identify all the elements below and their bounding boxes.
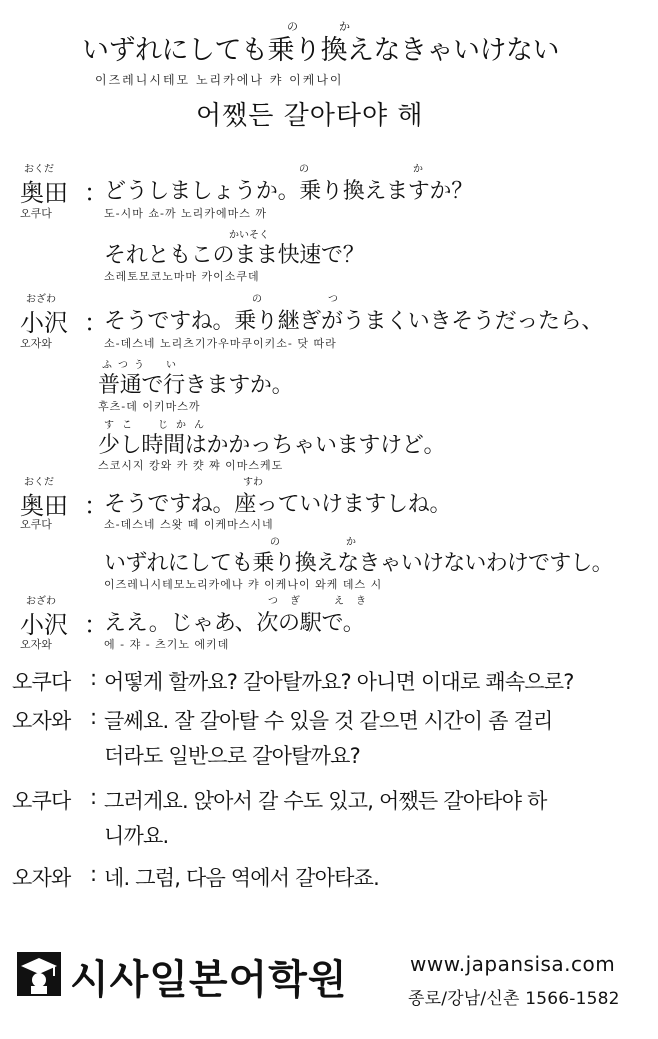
speaker-ruby: おざわ [26, 294, 56, 305]
translation-colon: : [90, 785, 97, 809]
dialogue-line: いずれにしても乗り換えなきゃいけないわけですし。 [104, 551, 613, 576]
speaker-name: 奥田 [20, 179, 68, 207]
dialogue-line: ええ。じゃあ、次の駅で。 [104, 611, 365, 636]
translation-colon: : [90, 862, 97, 886]
title-ruby-ka: か [339, 20, 350, 33]
line-ruby: の か [299, 164, 451, 175]
line-reading: 소-데스네 스왓 떼 이케마스시네 [104, 518, 274, 531]
speaker-korean: 오자와 [20, 337, 52, 350]
translation-speaker: 오자와 [12, 866, 71, 890]
line-ruby: ふつう い [102, 360, 182, 371]
title-ruby-no: の [287, 20, 298, 33]
graduate-cap-icon [17, 952, 61, 996]
speaker-name: 小沢 [20, 611, 68, 639]
line-reading: 도-시마 쇼-까 노리카에마스 까 [104, 207, 267, 220]
translation-colon: : [90, 705, 97, 729]
line-ruby: つぎ えき [268, 596, 378, 607]
line-reading: 소-데스네 노리츠기가우마쿠이키소- 닷 따라 [104, 337, 337, 350]
translation-speaker: 오자와 [12, 709, 71, 733]
line-ruby: すわ [243, 477, 263, 488]
line-reading: 에 - 쟈 - 츠기노 에키데 [104, 638, 230, 651]
page-title: いずれにしても乗り換えなきゃいけない [82, 35, 559, 66]
translation-speaker: 오쿠다 [12, 789, 71, 813]
line-ruby: かいそく [229, 230, 269, 241]
speaker-korean: 오쿠다 [20, 207, 52, 220]
speaker-korean: 오자와 [20, 638, 52, 651]
title-korean-translation: 어쨌든 갈아타야 해 [196, 101, 424, 131]
translation-text: 어떻게 할까요? 갈아탈까요? 아니면 이대로 쾌속으로? [104, 670, 574, 694]
translation-text: 그러게요. 앉아서 갈 수도 있고, 어쨌든 갈아타야 하 [104, 789, 547, 813]
speaker-korean: 오쿠다 [20, 518, 52, 531]
translation-colon: : [90, 666, 97, 690]
colon: ： [84, 611, 108, 639]
speaker-ruby: おくだ [24, 477, 54, 488]
dialogue-line: それともこのまま快速で？ [104, 243, 365, 268]
website-link[interactable]: www.japansisa.com [410, 952, 616, 976]
dialogue-line: どうしましょうか。乗り換えますか？ [104, 179, 473, 204]
dialogue-line: 普通で行きますか。 [98, 373, 294, 398]
translation-text: 글쎄요. 잘 갈아탈 수 있을 것 같으면 시간이 좀 걸리 [104, 709, 553, 733]
line-reading: 스코시지 캉와 카 캿 쨔 이마스케도 [98, 459, 284, 472]
translation-text-continued: 니까요. [104, 824, 169, 848]
brand-name: 시사일본어학원 [70, 957, 348, 1003]
speaker-ruby: おくだ [24, 164, 54, 175]
line-reading: 소레토모코노마마 카이소쿠데 [104, 270, 260, 283]
speaker-ruby: おざわ [26, 596, 56, 607]
colon: ： [84, 492, 108, 520]
translation-speaker: 오쿠다 [12, 670, 71, 694]
dialogue-line: そうですね。乗り継ぎがうまくいきそうだったら、 [104, 309, 604, 334]
line-ruby: の か [270, 537, 384, 548]
line-reading: 이즈레니시테모노리카에나 캬 이케나이 와케 데스 시 [104, 578, 383, 591]
line-ruby: すこ じかん [104, 420, 212, 431]
colon: ： [84, 179, 108, 207]
dialogue-line: そうですね。座っていけますしね。 [104, 492, 452, 517]
branch-info: 종로/강남/신촌 1566-1582 [408, 989, 620, 1009]
dialogue-line: 少し時間はかかっちゃいますけど。 [98, 433, 446, 458]
speaker-name: 小沢 [20, 309, 68, 337]
title-korean-reading: 이즈레니시테모 노리카에나 캬 이케나이 [95, 73, 344, 87]
line-reading: 후츠-데 이키마스까 [98, 400, 201, 413]
translation-text-continued: 더라도 일반으로 갈아탈까요? [104, 744, 360, 768]
line-ruby: の つ [252, 294, 366, 305]
speaker-name: 奥田 [20, 492, 68, 520]
translation-text: 네. 그럼, 다음 역에서 갈아타죠. [104, 866, 379, 890]
colon: ： [84, 309, 108, 337]
